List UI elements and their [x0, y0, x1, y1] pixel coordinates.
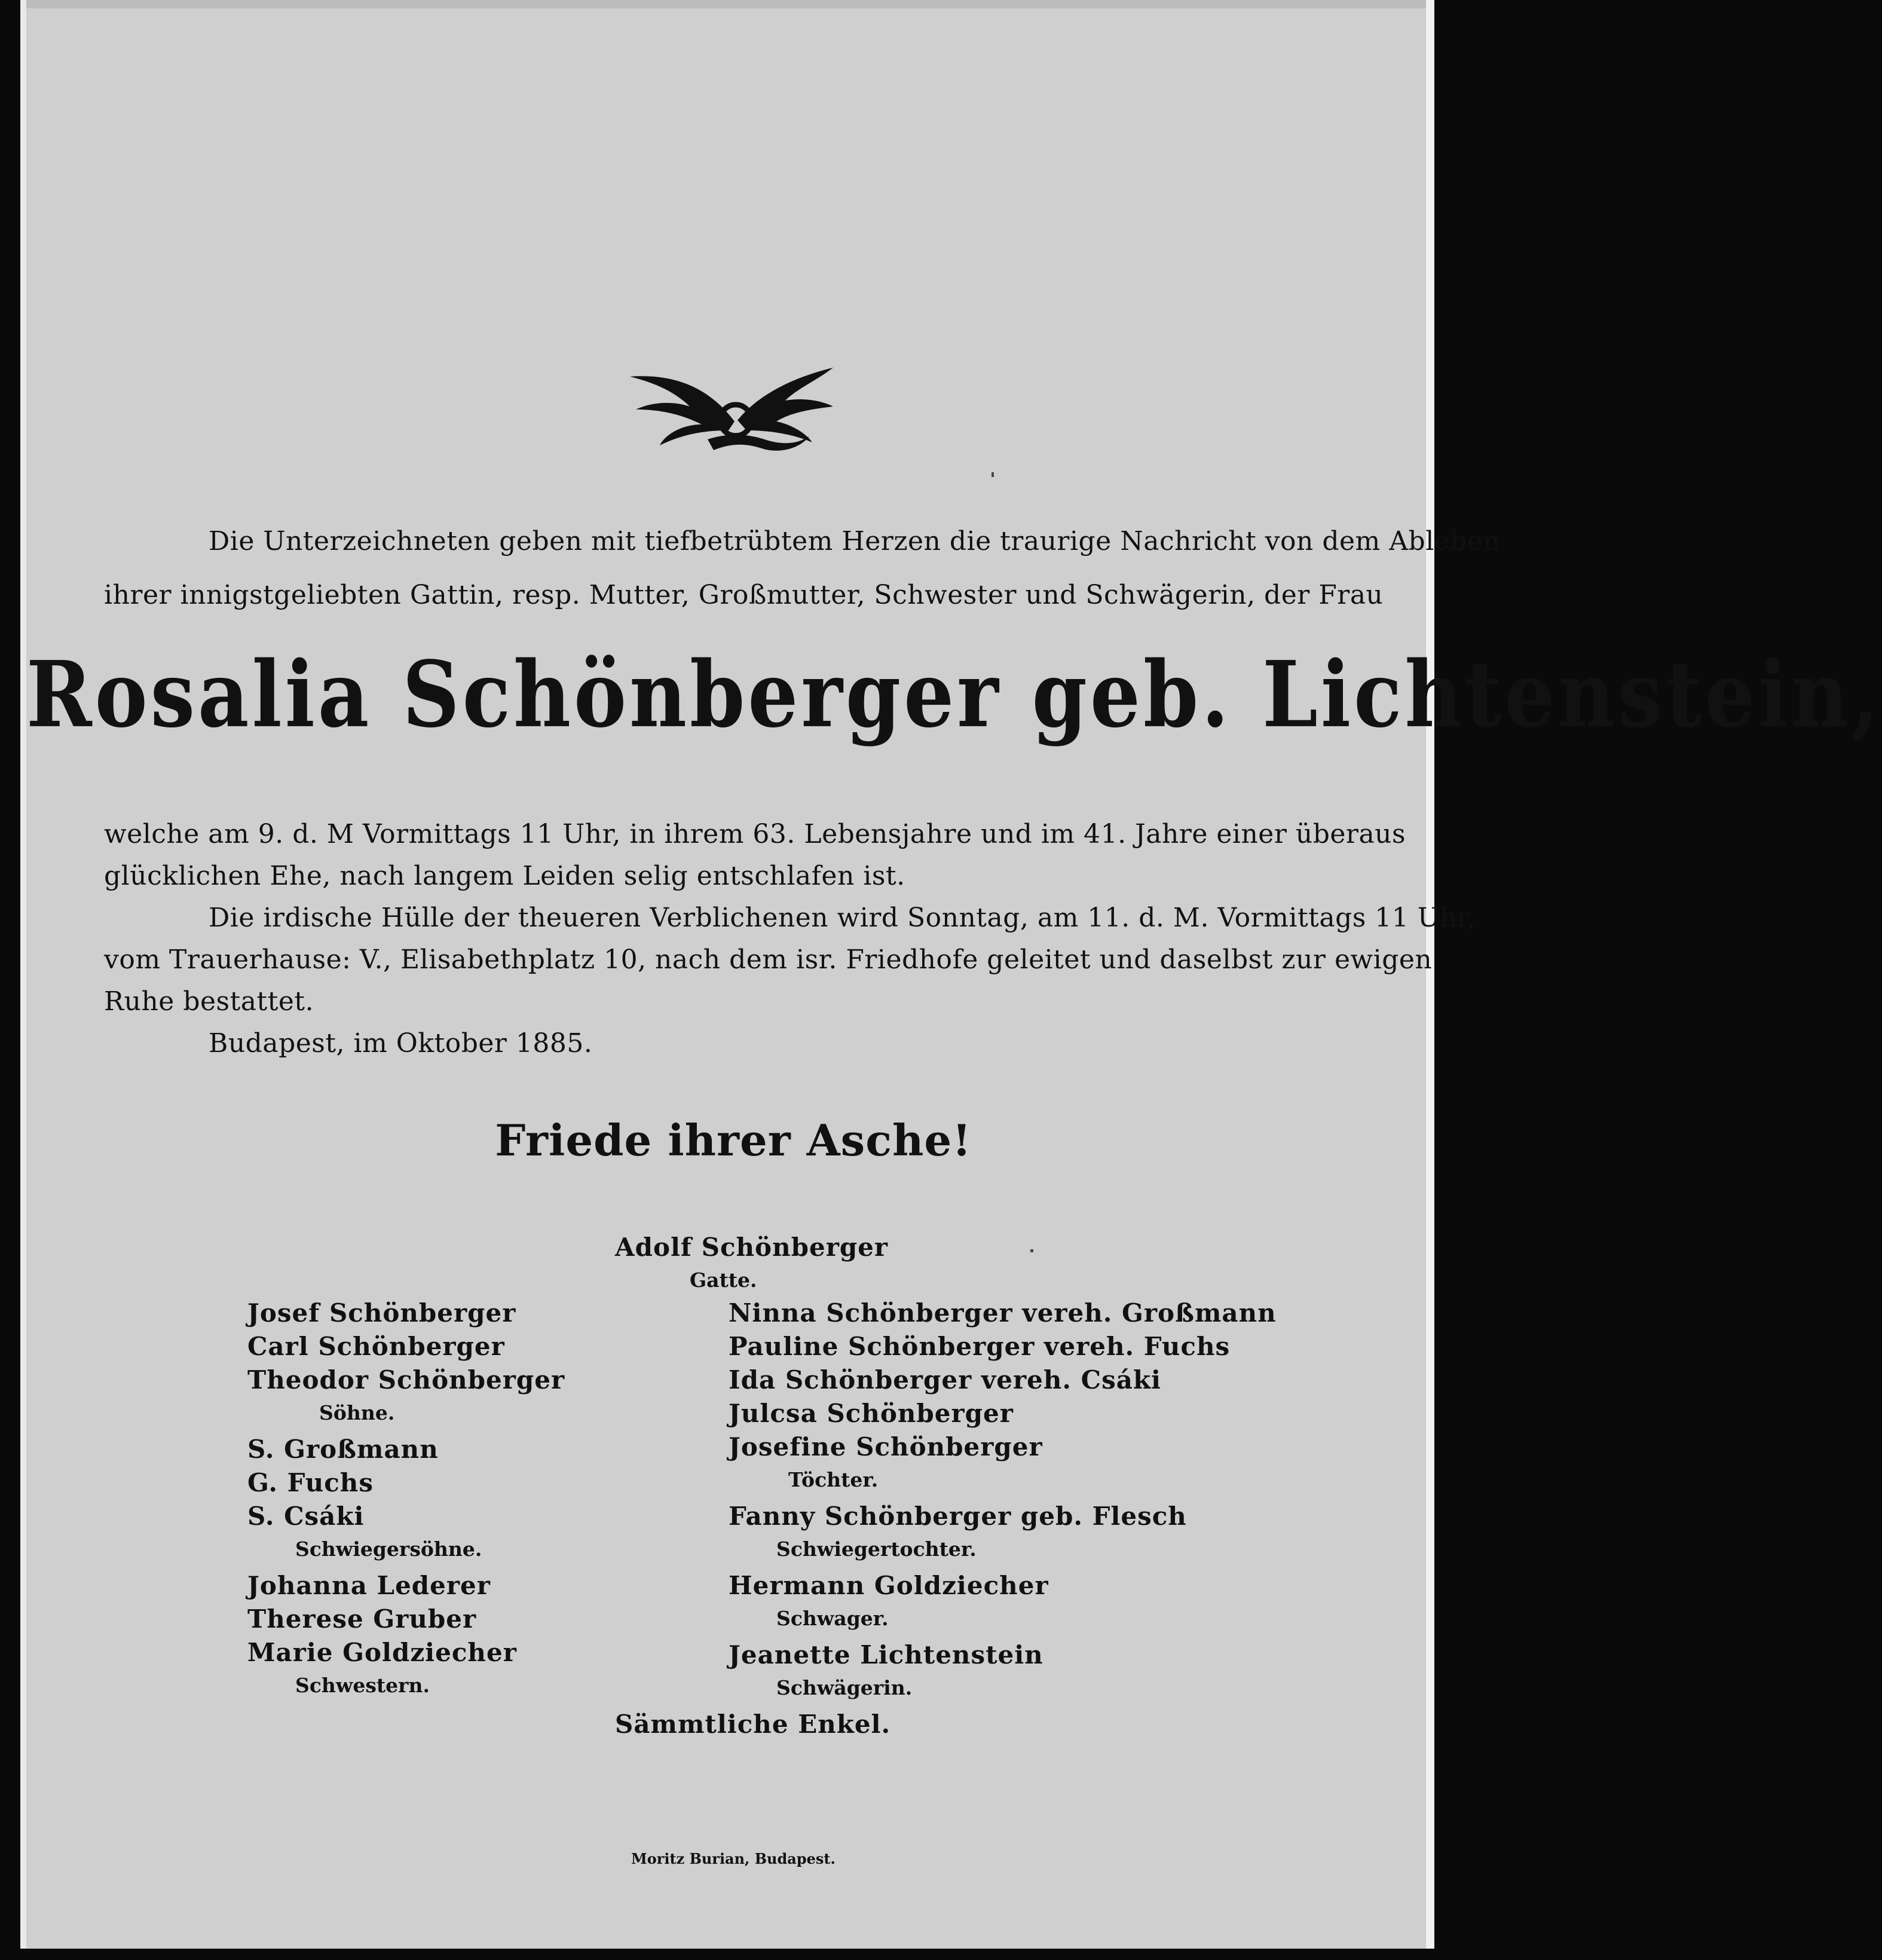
intro-line: ihrer innigstgeliebten Gattin, resp. Mutter, Großmutter, Schwester und Schwägerin, der Frau	[104, 580, 1384, 610]
body-line: glücklichen Ehe, nach langem Leiden selig entschlafen ist.	[104, 861, 905, 891]
daughter-name: Pauline Schönberger vereh. Fuchs	[729, 1332, 1231, 1361]
son-name: Carl Schönberger	[247, 1332, 505, 1361]
sister-in-law-role: Schwägerin.	[776, 1676, 913, 1699]
sister-name: Therese Gruber	[247, 1604, 477, 1634]
palm-wreath-ornament-icon	[618, 350, 845, 457]
daughter-name: Josefine Schönberger	[729, 1432, 1043, 1461]
brother-in-law-name: Hermann Goldziecher	[729, 1571, 1049, 1600]
daughter-name: Ninna Schönberger vereh. Großmann	[729, 1298, 1277, 1328]
death-notice-sheet	[20, 0, 1882, 1949]
farewell-heading: Friede ihrer Asche!	[495, 1115, 972, 1166]
printer-imprint: Moritz Burian, Budapest.	[631, 1850, 836, 1867]
daughter-in-law-name: Fanny Schönberger geb. Flesch	[729, 1502, 1187, 1531]
sister-in-law-name: Jeanette Lichtenstein	[729, 1640, 1043, 1669]
husband-name: Adolf Schönberger	[615, 1233, 889, 1262]
daughter-name: Ida Schönberger vereh. Csáki	[729, 1365, 1161, 1395]
son-name: Josef Schönberger	[247, 1298, 516, 1328]
daughter-in-law-role: Schwiegertochter.	[776, 1537, 977, 1561]
sisters-role: Schwestern.	[295, 1674, 430, 1697]
daughter-name: Julcsa Schönberger	[729, 1399, 1014, 1428]
sister-name: Johanna Lederer	[247, 1571, 491, 1600]
sons-in-law-role: Schwiegersöhne.	[295, 1537, 482, 1561]
body-line: welche am 9. d. M Vormittags 11 Uhr, in ihrem 63. Lebensjahre und im 41. Jahre einer überaus	[104, 819, 1406, 849]
brother-in-law-role: Schwager.	[776, 1607, 889, 1630]
ink-speck	[1030, 1249, 1033, 1252]
son-in-law-name: G. Fuchs	[247, 1468, 374, 1497]
sister-name: Marie Goldziecher	[247, 1638, 517, 1667]
body-line: vom Trauerhause: V., Elisabethplatz 10, nach dem isr. Friedhofe geleitet und daselbst zur ewigen	[104, 944, 1433, 975]
deceased-name: Rosalia Schönberger geb. Lichtenstein,	[26, 641, 1882, 748]
ink-speck	[992, 472, 994, 477]
husband-role: Gatte.	[690, 1268, 757, 1292]
son-in-law-name: S. Großmann	[247, 1435, 439, 1464]
son-name: Theodor Schönberger	[247, 1365, 565, 1395]
son-in-law-name: S. Csáki	[247, 1502, 365, 1531]
date-line: Budapest, im Oktober 1885.	[209, 1028, 593, 1059]
grandchildren-line: Sämmtliche Enkel.	[615, 1710, 891, 1739]
body-line: Ruhe bestattet.	[104, 986, 314, 1017]
intro-line: Die Unterzeichneten geben mit tiefbetrübtem Herzen die traurige Nachricht von dem Ableben	[209, 526, 1501, 556]
body-line: Die irdische Hülle der theueren Verblichenen wird Sonntag, am 11. d. M. Vormittags 11 Uhr,	[209, 903, 1476, 933]
daughters-role: Töchter.	[788, 1468, 879, 1491]
sons-role: Söhne.	[319, 1401, 395, 1424]
